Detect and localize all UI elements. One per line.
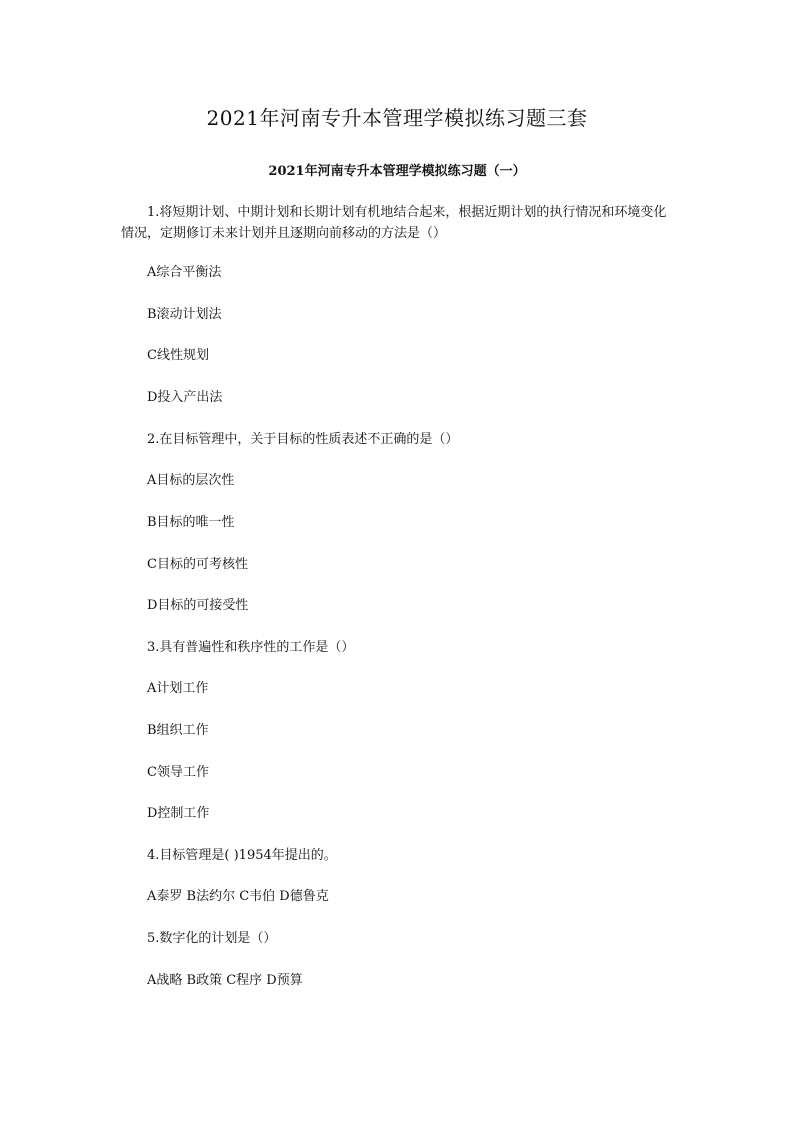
question-1-option-d: D投入产出法 — [147, 390, 223, 405]
question-4-options: A泰罗 B法约尔 C韦伯 D德鲁克 — [147, 889, 329, 904]
question-1-option-a: A综合平衡法 — [147, 265, 222, 280]
question-2-text: 2.在目标管理中，关于目标的性质表述不正确的是（） — [147, 432, 459, 447]
question-5-options: A战略 B政策 C程序 D预算 — [147, 973, 303, 988]
question-5-text: 5.数字化的计划是（） — [147, 931, 277, 946]
question-2-option-d: D目标的可接受性 — [147, 598, 249, 613]
document-title: 2021年河南专升本管理学模拟练习题三套 — [206, 106, 588, 130]
question-1-option-c: C线性规划 — [147, 348, 209, 363]
question-3-option-d: D控制工作 — [147, 806, 210, 821]
question-4-text: 4.目标管理是( )1954年提出的。 — [147, 848, 337, 863]
question-3-option-c: C领导工作 — [147, 765, 209, 780]
question-1-option-b: B滚动计划法 — [147, 307, 222, 322]
question-2-option-c: C目标的可考核性 — [147, 557, 248, 572]
question-3-option-a: A计划工作 — [147, 681, 209, 696]
question-3-option-b: B组织工作 — [147, 723, 209, 738]
question-2-option-a: A目标的层次性 — [147, 473, 235, 488]
question-1-text: 1.将短期计划、中期计划和长期计划有机地结合起来，根据近期计划的执行情况和环境变化情况，定期修订未来计划并且逐期向前移动的方法是（） — [121, 205, 667, 241]
section-subtitle: 2021年河南专升本管理学模拟练习题（一） — [268, 164, 526, 179]
question-3-text: 3.具有普遍性和秩序性的工作是（） — [147, 640, 355, 655]
question-2-option-b: B目标的唯一性 — [147, 515, 235, 530]
